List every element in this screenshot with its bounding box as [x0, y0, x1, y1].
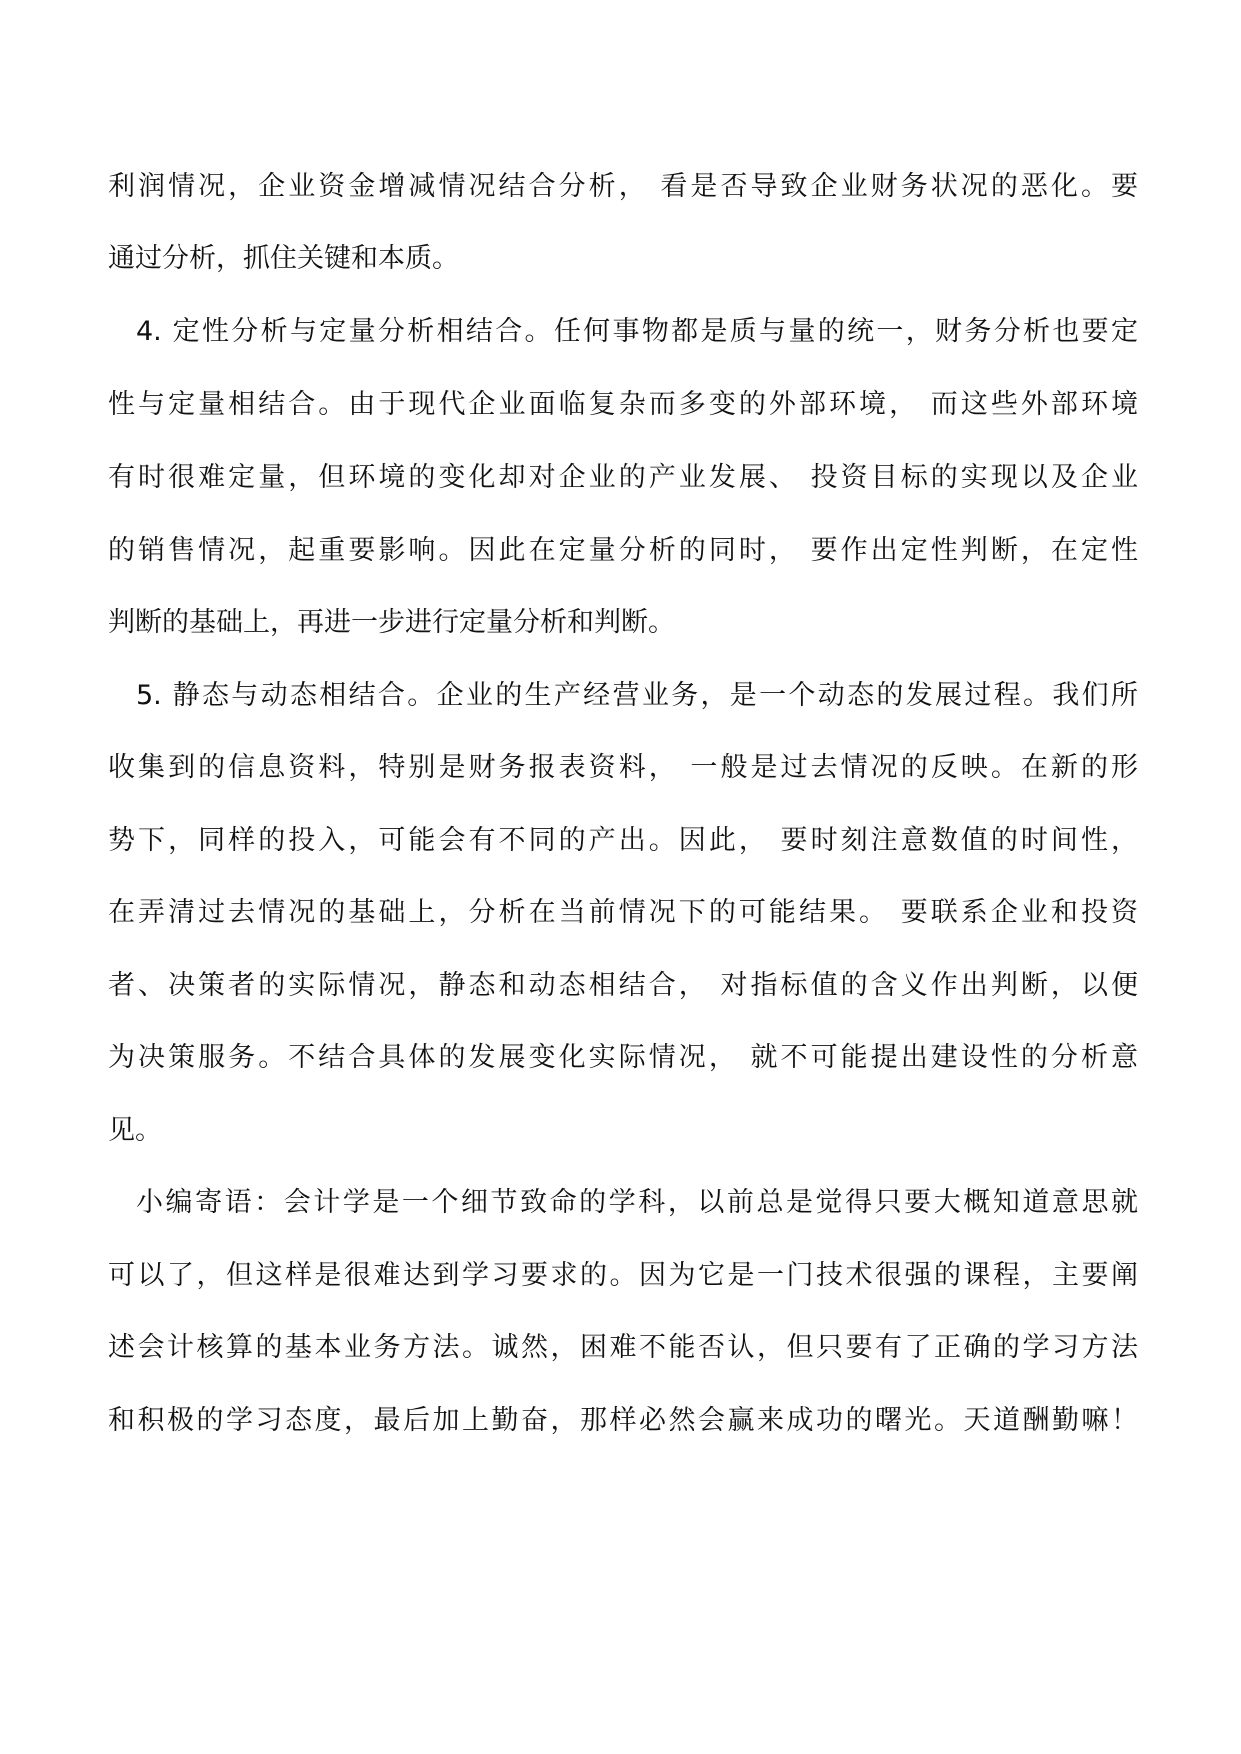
text-line-4: 性与定量相结合。由于现代企业面临复杂而多变的外部环境， 而这些外部环境: [108, 389, 1138, 420]
text-line-5: 有时很难定量，但环境的变化却对企业的产业发展、 投资目标的实现以及企业: [108, 462, 1138, 493]
text-line-9: 收集到的信息资料，特别是财务报表资料， 一般是过去情况的反映。在新的形: [108, 752, 1138, 783]
text-line-10: 势下，同样的投入，可能会有不同的产出。因此， 要时刻注意数值的时间性，: [108, 825, 1138, 856]
text-line-1: 利润情况，企业资金增减情况结合分析， 看是否导致企业财务状况的恶化。要: [108, 171, 1138, 202]
text-line-14: 见。: [108, 1115, 162, 1146]
text-line-16: 可以了，但这样是很难达到学习要求的。因为它是一门技术很强的课程，主要阐: [108, 1260, 1138, 1291]
text-line-8: 5. 静态与动态相结合。企业的生产经营业务，是一个动态的发展过程。我们所: [136, 680, 1138, 711]
text-line-6: 的销售情况，起重要影响。因此在定量分析的同时， 要作出定性判断，在定性: [108, 535, 1138, 566]
text-line-13: 为决策服务。不结合具体的发展变化实际情况， 就不可能提出建设性的分析意: [108, 1042, 1138, 1073]
text-line-11: 在弄清过去情况的基础上，分析在当前情况下的可能结果。 要联系企业和投资: [108, 897, 1138, 928]
text-line-2: 通过分析，抓住关键和本质。: [108, 243, 459, 274]
text-line-3: 4. 定性分析与定量分析相结合。任何事物都是质与量的统一，财务分析也要定: [136, 316, 1138, 347]
text-line-7: 判断的基础上，再进一步进行定量分析和判断。: [108, 607, 675, 638]
text-line-17: 述会计核算的基本业务方法。诚然，困难不能否认，但只要有了正确的学习方法: [108, 1332, 1138, 1363]
text-line-15: 小编寄语：会计学是一个细节致命的学科，以前总是觉得只要大概知道意思就: [136, 1187, 1138, 1218]
text-line-18: 和积极的学习态度，最后加上勤奋，那样必然会赢来成功的曙光。天道酬勤嘛！: [108, 1405, 1138, 1436]
text-line-12: 者、决策者的实际情况，静态和动态相结合， 对指标值的含义作出判断，以便: [108, 970, 1138, 1001]
